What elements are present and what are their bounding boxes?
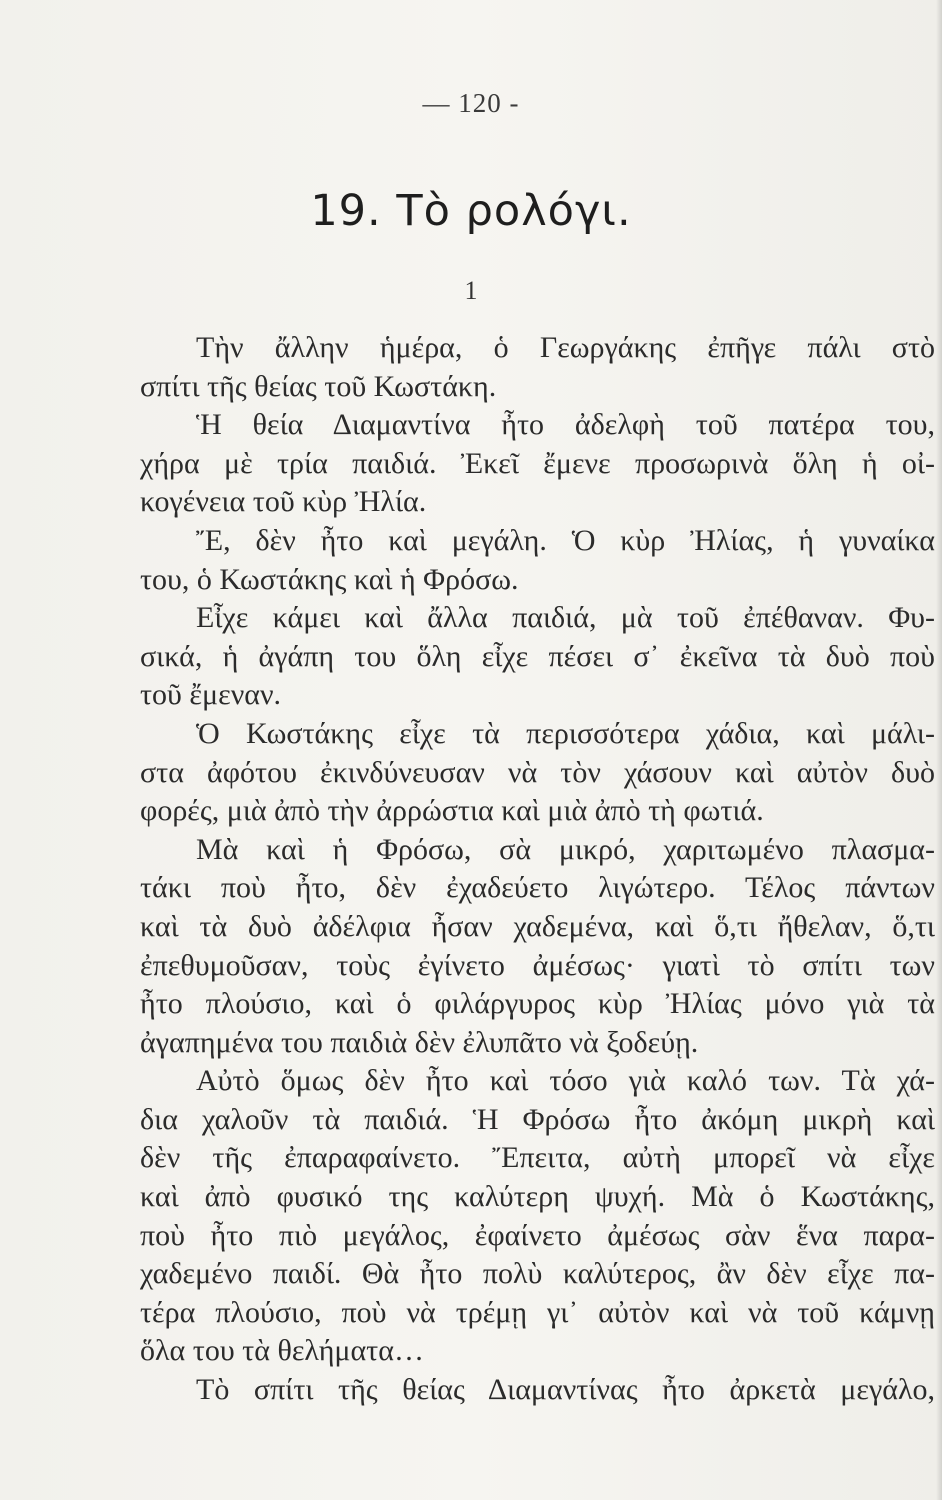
text-line: τοῦ ἔμεναν. <box>140 678 282 712</box>
text-line: Τὸ σπίτι τῆς θείας Διαμαντίνας ἦτο ἀρκετὰ μεγάλο, <box>196 1373 935 1407</box>
text-line: σικά, ἡ ἀγάπη του ὅλη εἶχε πέσει σ᾽ ἐκεῖνα τὰ δυὸ ποὺ <box>140 639 935 673</box>
text-line: σπίτι τῆς θείας τοῦ Κωστάκη. <box>140 369 497 403</box>
text-line: δια χαλοῦν τὰ παιδιά. Ἡ Φρόσω ἦτο ἀκόμη μικρὴ καὶ <box>140 1102 935 1136</box>
text-line: καὶ τὰ δυὸ ἀδέλφια ἦσαν χαδεμένα, καὶ ὅ,τι ἤθελαν, ὅ,τι <box>140 909 935 943</box>
text-line: Ἡ θεία Διαμαντίνα ἦτο ἀδελφὴ τοῦ πατέρα του, <box>196 408 935 442</box>
page-number: — 120 - <box>422 88 520 118</box>
text-line: ποὺ ἦτο πιὸ μεγάλος, ἐφαίνετο ἀμέσως σὰν ἕνα παρα- <box>140 1218 935 1252</box>
text-line: δὲν τῆς ἐπαραφαίνετο. Ἔπειτα, αὐτὴ μπορεῖ νὰ εἶχε <box>140 1141 935 1175</box>
text-line: τάκι ποὺ ἦτο, δὲν ἐχαδεύετο λιγώτερο. Τέλος πάντων <box>140 871 935 905</box>
text-line: χαδεμένο παιδί. Θὰ ἦτο πολὺ καλύτερος, ἂν δὲν εἶχε πα- <box>140 1257 935 1291</box>
text-line: φορές, μιὰ ἀπὸ τὴν ἀρρώστια καὶ μιὰ ἀπὸ τὴ φωτιά. <box>140 794 764 828</box>
text-line: καὶ ἀπὸ φυσικό της καλύτερη ψυχή. Μὰ ὁ Κωστάκης, <box>140 1180 935 1214</box>
text-line: Μὰ καὶ ἡ Φρόσω, σὰ μικρό, χαριτωμένο πλασμα- <box>196 832 935 866</box>
text-line: στα ἀφότου ἐκινδύνευσαν νὰ τὸν χάσουν καὶ αὐτὸν δυὸ <box>140 755 935 789</box>
text-line: χήρα μὲ τρία παιδιά. Ἐκεῖ ἔμενε προσωρινὰ ὅλη ἡ οἰ- <box>140 446 935 480</box>
text-line: ἀγαπημένα του παιδιὰ δὲν ἐλυπᾶτο νὰ ξοδεύῃ. <box>140 1025 699 1059</box>
text-line: Τὴν ἄλλην ἡμέρα, ὁ Γεωργάκης ἐπῆγε πάλι στὸ <box>196 331 935 364</box>
text-line: Αὐτὸ ὅμως δὲν ἦτο καὶ τόσο γιὰ καλό των. Τὰ χά- <box>196 1064 935 1098</box>
text-line: Εἶχε κάμει καὶ ἄλλα παιδιά, μὰ τοῦ ἐπέθαναν. Φυ- <box>196 601 935 635</box>
text-line: Ὁ Κωστάκης εἶχε τὰ περισσότερα χάδια, καὶ μάλι- <box>196 716 935 750</box>
chapter-title: 19. Τὸ ρολόγι. <box>310 186 632 236</box>
text-line: ἐπεθυμοῦσαν, τοὺς ἐγίνετο ἀμέσως· γιατὶ τὸ σπίτι των <box>140 948 935 982</box>
text-line: ὅλα του τὰ θελήματα… <box>140 1334 424 1368</box>
text-line: κογένεια τοῦ κὺρ Ἠλία. <box>140 485 427 519</box>
text-line: τέρα πλούσιο, ποὺ νὰ τρέμῃ γι᾽ αὐτὸν καὶ νὰ τοῦ κάμνῃ <box>140 1295 935 1329</box>
section-number: 1 <box>464 276 478 305</box>
body-text <box>140 329 935 1410</box>
text-line: ἦτο πλούσιο, καὶ ὁ φιλάργυρος κὺρ Ἠλίας μόνο γιὰ τὰ <box>140 987 935 1021</box>
text-line: του, ὁ Κωστάκης καὶ ἡ Φρόσω. <box>140 562 519 596</box>
text-line: Ἔ, δὲν ἦτο καὶ μεγάλη. Ὁ κὺρ Ἠλίας, ἡ γυναίκα <box>196 523 935 557</box>
